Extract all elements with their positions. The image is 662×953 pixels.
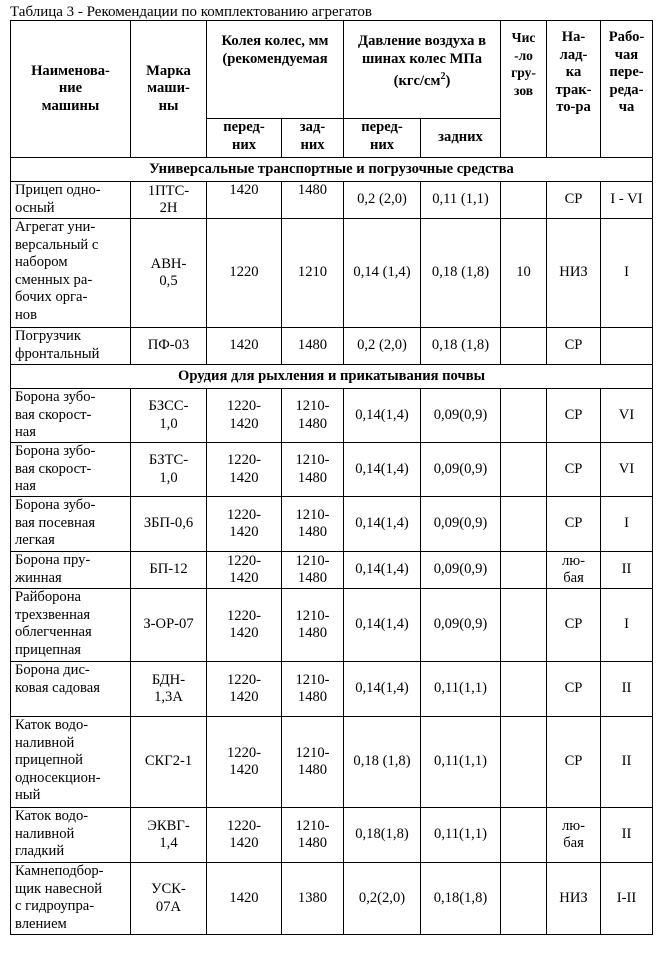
cell-pressure-rear: 0,09(0,9) (421, 589, 501, 662)
cell-track-front: 1220- 1420 (207, 389, 282, 443)
cell-pressure-front: 0,14(1,4) (344, 443, 421, 497)
cell-working-gear: VI (601, 443, 653, 497)
cell-track-rear: 1210- 1480 (282, 589, 344, 662)
cell-tractor-setting: СР (547, 717, 601, 808)
cell-machine-mark: ЭКВГ- 1,4 (131, 808, 207, 863)
header-mark: Марка маши- ны (131, 21, 207, 158)
cell-track-rear: 1210- 1480 (282, 808, 344, 863)
cell-machine-name: Борона зубо- вая скорост- ная (11, 389, 131, 443)
table-row (11, 328, 653, 365)
cell-machine-name: Агрегат уни- версальный с набором сменных ра- бочих орга- нов (11, 219, 131, 328)
cell-machine-mark: БЗТС- 1,0 (131, 443, 207, 497)
cell-track-rear: 1210- 1480 (282, 497, 344, 552)
cell-working-gear: II (601, 808, 653, 863)
cell-machine-mark: СКГ2-1 (131, 717, 207, 808)
cell-pressure-rear: 0,09(0,9) (421, 389, 501, 443)
cell-weights-count (501, 717, 547, 808)
cell-pressure-rear: 0,11(1,1) (421, 662, 501, 717)
header-track: Колея колес, мм (рекомендуемая (207, 21, 344, 119)
cell-tractor-setting: лю- бая (547, 552, 601, 589)
header-name: Наименова- ние машины (11, 21, 131, 158)
cell-working-gear: I-II (601, 863, 653, 935)
cell-working-gear: I (601, 497, 653, 552)
cell-working-gear: II (601, 717, 653, 808)
table-row (11, 662, 653, 717)
cell-tractor-setting: СР (547, 662, 601, 717)
cell-track-front: 1220- 1420 (207, 589, 282, 662)
cell-track-rear: 1210 (282, 219, 344, 328)
cell-machine-name: Каток водо- наливной прицепной односекцион- ный (11, 717, 131, 808)
header-weights: Чис -ло гру- зов (501, 21, 547, 158)
cell-pressure-rear: 0,09(0,9) (421, 552, 501, 589)
cell-pressure-rear: 0,11(1,1) (421, 808, 501, 863)
cell-pressure-front: 0,14(1,4) (344, 589, 421, 662)
cell-machine-name: Борона дис- ковая садовая (11, 662, 131, 717)
cell-track-rear: 1210- 1480 (282, 662, 344, 717)
table-row (11, 863, 653, 935)
cell-weights-count (501, 182, 547, 219)
cell-weights-count: 10 (501, 219, 547, 328)
header-pressure-rear: задних (421, 119, 501, 158)
cell-pressure-rear: 0,09(0,9) (421, 443, 501, 497)
cell-machine-name: Борона пру- жинная (11, 552, 131, 589)
cell-track-rear: 1480 (282, 182, 344, 219)
cell-tractor-setting: СР (547, 182, 601, 219)
table-row (11, 182, 653, 219)
cell-track-front: 1420 (207, 182, 282, 219)
header-track-front: перед- них (207, 119, 282, 158)
cell-weights-count (501, 863, 547, 935)
cell-working-gear: I (601, 589, 653, 662)
cell-pressure-rear: 0,18 (1,8) (421, 219, 501, 328)
cell-pressure-rear: 0,11 (1,1) (421, 182, 501, 219)
cell-weights-count (501, 662, 547, 717)
cell-weights-count (501, 589, 547, 662)
cell-machine-mark: БДН- 1,3А (131, 662, 207, 717)
cell-machine-mark: БП-12 (131, 552, 207, 589)
cell-machine-name: Погрузчик фронтальный (11, 328, 131, 365)
cell-machine-name: Райборона трехзвенная облегченная прицепная (11, 589, 131, 662)
cell-tractor-setting: СР (547, 589, 601, 662)
cell-weights-count (501, 328, 547, 365)
table-row (11, 497, 653, 552)
cell-pressure-rear: 0,11(1,1) (421, 717, 501, 808)
cell-working-gear: II (601, 662, 653, 717)
cell-track-rear: 1210- 1480 (282, 717, 344, 808)
cell-track-front: 1420 (207, 863, 282, 935)
section-row (11, 365, 653, 389)
cell-track-front: 1220- 1420 (207, 662, 282, 717)
cell-pressure-front: 0,14(1,4) (344, 662, 421, 717)
cell-tractor-setting: СР (547, 497, 601, 552)
header-pressure-front: перед- них (344, 119, 421, 158)
cell-machine-mark: АВН- 0,5 (131, 219, 207, 328)
cell-pressure-rear: 0,18 (1,8) (421, 328, 501, 365)
cell-pressure-front: 0,2 (2,0) (344, 328, 421, 365)
cell-working-gear: I (601, 219, 653, 328)
header-tractor-setting: На- лад- ка трак- то-ра (547, 21, 601, 158)
cell-pressure-front: 0,14(1,4) (344, 389, 421, 443)
cell-machine-mark: БЗСС- 1,0 (131, 389, 207, 443)
section-row (11, 158, 653, 182)
cell-working-gear: II (601, 552, 653, 589)
cell-working-gear (601, 328, 653, 365)
cell-machine-name: Камнеподбор- щик навесной с гидроупра- влением (11, 863, 131, 935)
section-title: Универсальные транспортные и погрузочные средства (11, 158, 653, 182)
cell-track-rear: 1210- 1480 (282, 443, 344, 497)
cell-track-front: 1220- 1420 (207, 443, 282, 497)
header-row (11, 21, 653, 119)
cell-tractor-setting: СР (547, 443, 601, 497)
table-row (11, 589, 653, 662)
cell-pressure-front: 0,14(1,4) (344, 552, 421, 589)
cell-pressure-front: 0,18(1,8) (344, 808, 421, 863)
cell-tractor-setting: СР (547, 389, 601, 443)
cell-machine-name: Борона зубо- вая скорост- ная (11, 443, 131, 497)
cell-pressure-front: 0,2 (2,0) (344, 182, 421, 219)
cell-weights-count (501, 443, 547, 497)
header-pressure: Давление воздуха в шинах колес МПа $(кгс/см^2)$ (344, 21, 501, 119)
cell-pressure-front: 0,18 (1,8) (344, 717, 421, 808)
cell-track-front: 1220- 1420 (207, 808, 282, 863)
cell-track-front: 1220 (207, 219, 282, 328)
cell-weights-count (501, 497, 547, 552)
table-row (11, 552, 653, 589)
table-body (11, 21, 653, 935)
cell-machine-name: Каток водо- наливной гладкий (11, 808, 131, 863)
cell-track-rear: 1380 (282, 863, 344, 935)
cell-pressure-rear: 0,09(0,9) (421, 497, 501, 552)
cell-pressure-front: 0,14(1,4) (344, 497, 421, 552)
cell-working-gear: VI (601, 389, 653, 443)
cell-pressure-front: 0,2(2,0) (344, 863, 421, 935)
cell-track-rear: 1210- 1480 (282, 389, 344, 443)
cell-track-front: 1220- 1420 (207, 552, 282, 589)
cell-machine-mark: З-ОР-07 (131, 589, 207, 662)
aggregates-table (10, 20, 653, 935)
cell-tractor-setting: СР (547, 328, 601, 365)
cell-track-front: 1220- 1420 (207, 497, 282, 552)
cell-track-rear: 1480 (282, 328, 344, 365)
cell-tractor-setting: НИЗ (547, 863, 601, 935)
table-row (11, 389, 653, 443)
cell-tractor-setting: НИЗ (547, 219, 601, 328)
cell-pressure-rear: 0,18(1,8) (421, 863, 501, 935)
cell-tractor-setting: лю- бая (547, 808, 601, 863)
section-title: Орудия для рыхления и прикатывания почвы (11, 365, 653, 389)
cell-track-front: 1220- 1420 (207, 717, 282, 808)
table-row (11, 443, 653, 497)
header-track-rear: зад- них (282, 119, 344, 158)
cell-machine-mark: ЗБП-0,6 (131, 497, 207, 552)
table-row (11, 717, 653, 808)
cell-working-gear: I - VI (601, 182, 653, 219)
table-row (11, 219, 653, 328)
cell-track-front: 1420 (207, 328, 282, 365)
cell-machine-mark: УСК- 07А (131, 863, 207, 935)
cell-machine-name: Прицеп одно- осный (11, 182, 131, 219)
cell-machine-mark: ПФ-03 (131, 328, 207, 365)
cell-weights-count (501, 808, 547, 863)
cell-weights-count (501, 552, 547, 589)
cell-machine-name: Борона зубо- вая посевная легкая (11, 497, 131, 552)
cell-track-rear: 1210- 1480 (282, 552, 344, 589)
cell-machine-mark: 1ПТС- 2Н (131, 182, 207, 219)
cell-weights-count (501, 389, 547, 443)
table-row (11, 808, 653, 863)
table-caption: Таблица 3 - Рекомендации по комплектованию агрегатов (10, 4, 372, 20)
cell-pressure-front: 0,14 (1,4) (344, 219, 421, 328)
header-working-gear: Рабо- чая пере- реда- ча (601, 21, 653, 158)
